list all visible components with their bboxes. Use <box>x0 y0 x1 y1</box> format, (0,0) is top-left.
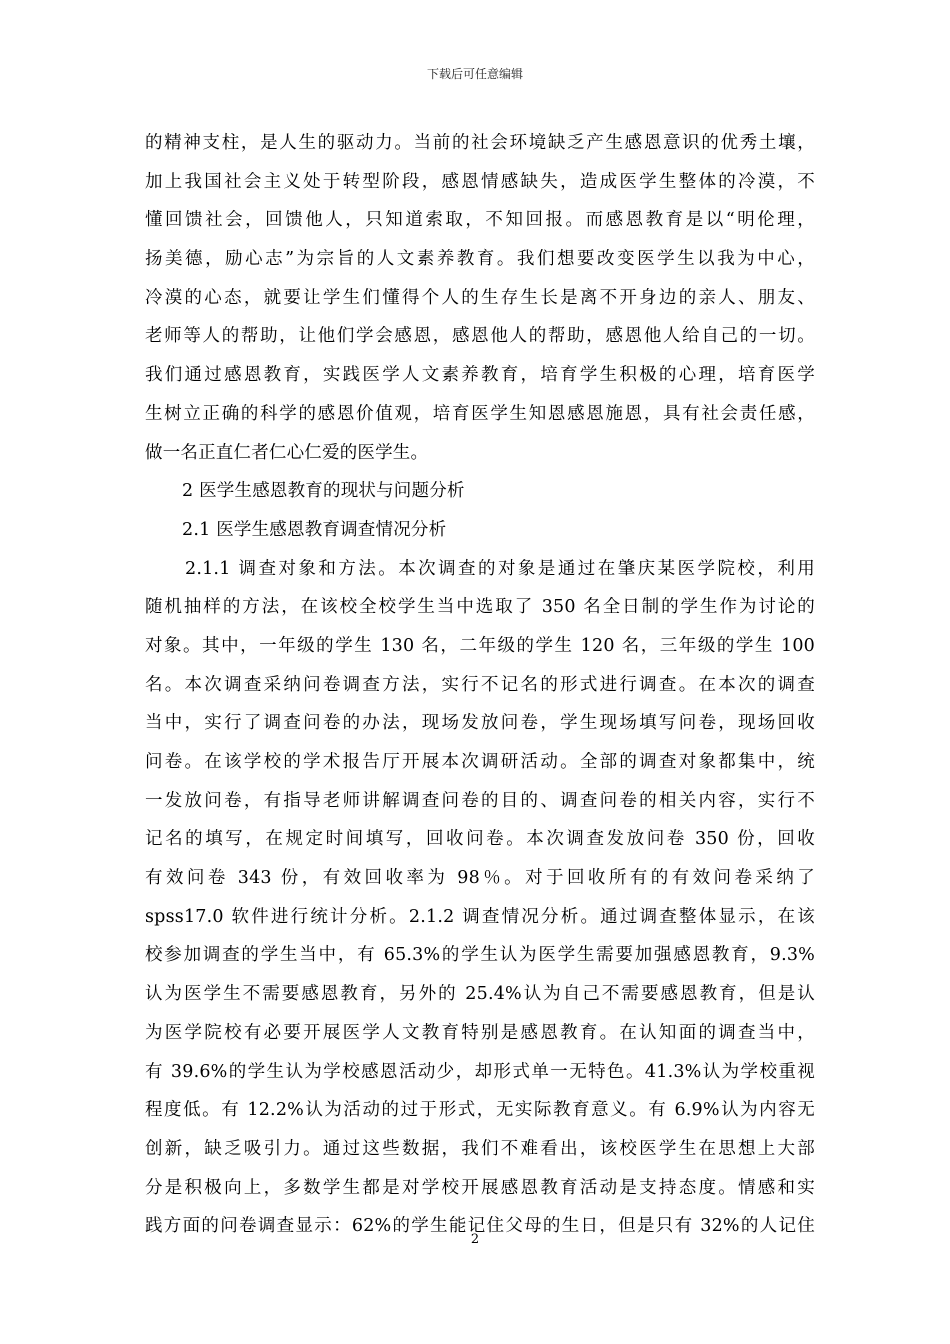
page-number: 2 <box>470 1232 480 1247</box>
text-line: 冷漠的心态，就要让学生们懂得个人的生存生长是离不开身边的亲人、朋友、 <box>145 287 815 308</box>
text-line: 生树立正确的科学的感恩价值观，培育医学生知恩感恩施恩，具有社会责任感， <box>145 403 815 424</box>
text-line: spss17.0 软件进行统计分析。2.1.2 调查情况分析。通过调查整体显示，在该 <box>145 906 815 927</box>
text-line: 认为医学生不需要感恩教育，另外的 25.4%认为自己不需要感恩教育，但是认 <box>145 984 815 1005</box>
text-line: 记名的填写，在规定时间填写，回收问卷。本次调查发放问卷 350 份，回收 <box>145 829 815 850</box>
text-line: 有效问卷 343 份，有效回收率为 98％。对于回收所有的有效问卷采纳了 <box>145 868 815 889</box>
text-line: 当中，实行了调查问卷的办法，现场发放问卷，学生现场填写问卷，现场回收 <box>145 713 815 734</box>
text-line: 校参加调查的学生当中，有 65.3%的学生认为医学生需要加强感恩教育，9.3% <box>145 945 815 966</box>
subsection-heading: 2.1 医学生感恩教育调查情况分析 <box>182 519 447 540</box>
text-line: 程度低。有 12.2%认为活动的过于形式，无实际教育意义。有 6.9%认为内容无 <box>145 1100 815 1121</box>
text-line: 随机抽样的方法，在该校全校学生当中选取了 350 名全日制的学生作为讨论的 <box>145 597 815 618</box>
text-line: 分是积极向上，多数学生都是对学校开展感恩教育活动是支持态度。情感和实 <box>145 1177 815 1198</box>
page-header: 下载后可任意编辑 <box>426 67 523 81</box>
text-line: 名。本次调查采纳问卷调查方法，实行不记名的形式进行调查。在本次的调查 <box>145 674 815 695</box>
text-line: 我们通过感恩教育，实践医学人文素养教育，培育学生积极的心理，培育医学 <box>145 365 815 386</box>
text-line: 践方面的问卷调查显示：62%的学生能记住父母的生日，但是只有 32%的人记住 <box>145 1216 815 1237</box>
text-line: 加上我国社会主义处于转型阶段，感恩情感缺失，造成医学生整体的冷漠，不 <box>145 171 815 192</box>
text-line: 2.1.1 调查对象和方法。本次调查的对象是通过在肇庆某医学院校，利用 <box>185 558 815 579</box>
text-line: 为医学院校有必要开展医学人文教育特别是感恩教育。在认知面的调查当中， <box>145 1022 815 1043</box>
text-line: 问卷。在该学校的学术报告厅开展本次调研活动。全部的调查对象都集中，统 <box>145 752 815 772</box>
text-line: 创新，缺乏吸引力。通过这些数据，我们不难看出，该校医学生在思想上大部 <box>145 1138 815 1159</box>
section-heading: 2 医学生感恩教育的现状与问题分析 <box>182 481 465 502</box>
body-text <box>145 124 815 1246</box>
text-line: 对象。其中，一年级的学生 130 名，二年级的学生 120 名，三年级的学生 100 <box>145 635 815 656</box>
text-line: 老师等人的帮助，让他们学会感恩，感恩他人的帮助，感恩他人给自己的一切。 <box>145 326 815 347</box>
text-line: 有 39.6%的学生认为学校感恩活动少，却形式单一无特色。41.3%认为学校重视 <box>145 1061 815 1082</box>
text-line: 做一名正直仁者仁心仁爱的医学生。 <box>145 442 429 463</box>
text-line: 扬美德，励心志”为宗旨的人文素养教育。我们想要改变医学生以我为中心， <box>145 249 815 270</box>
text-line: 懂回馈社会，回馈他人，只知道索取，不知回报。而感恩教育是以“明伦理， <box>145 210 815 231</box>
text-line: 一发放问卷，有指导老师讲解调查问卷的目的、调查问卷的相关内容，实行不 <box>145 790 815 811</box>
text-line: 的精神支柱，是人生的驱动力。当前的社会环境缺乏产生感恩意识的优秀土壤， <box>145 133 815 153</box>
